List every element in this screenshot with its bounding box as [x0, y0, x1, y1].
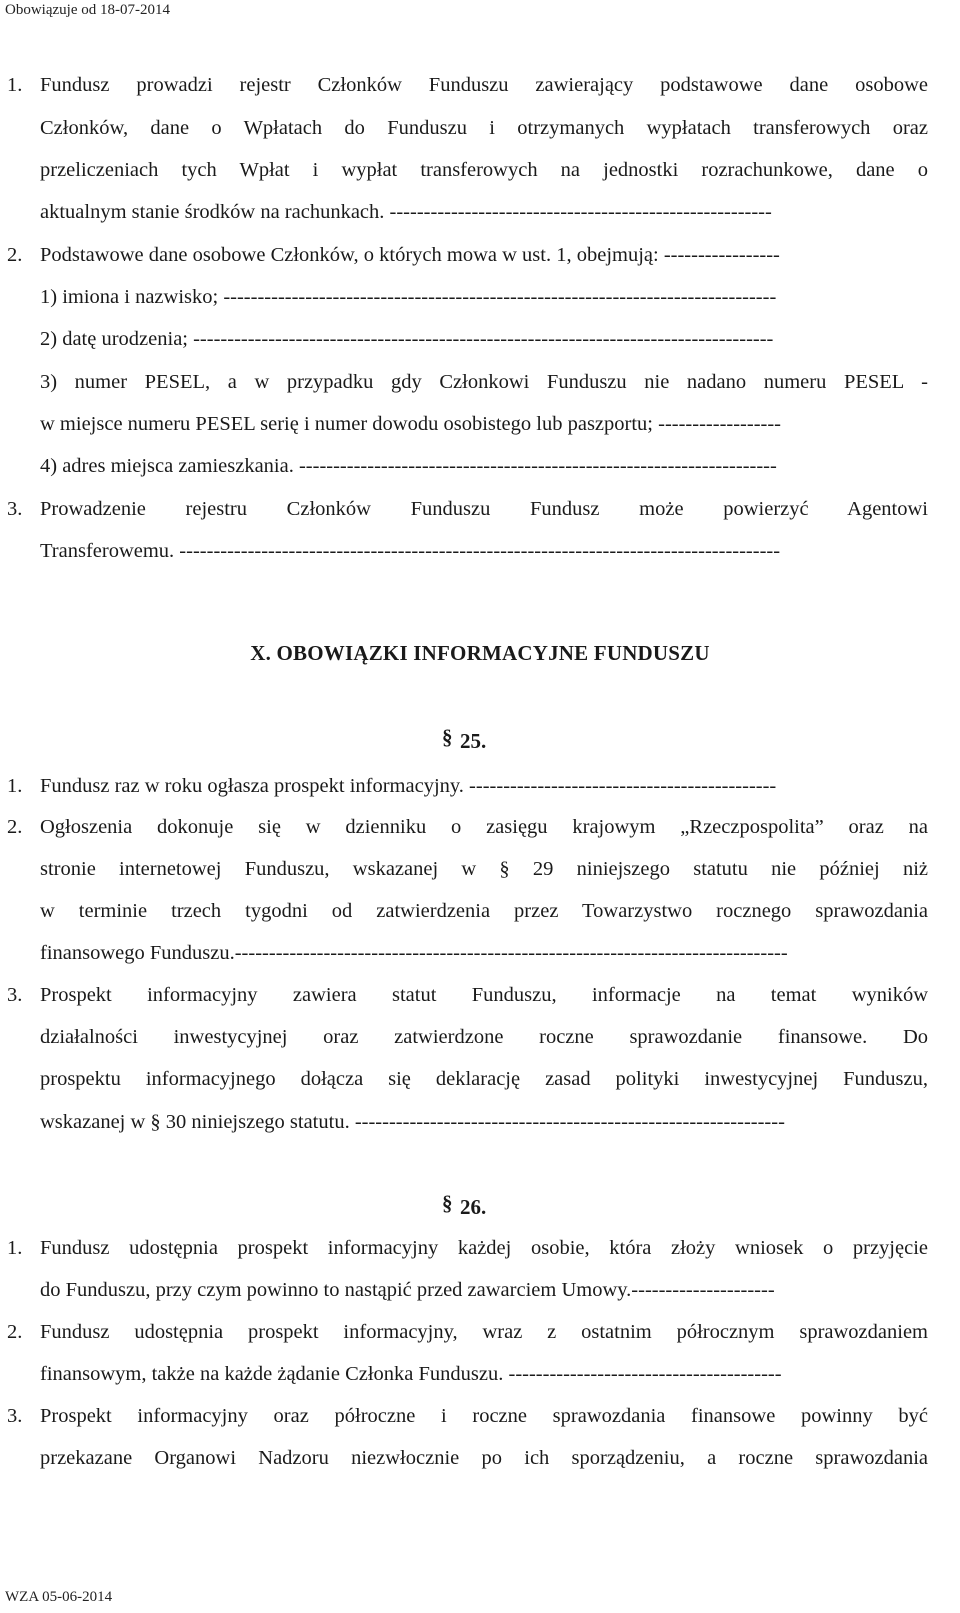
paragraph-1 [0, 1233, 960, 1263]
paragraph-text: przekazane Organowi Nadzoru niezwłocznie po ich sporządzeniu, a roczne sprawozdania [40, 1447, 928, 1469]
paragraph-text: Fundusz udostępnia prospekt informacyjny każdej osobie, która złoży wniosek o przyjęcie [40, 1237, 928, 1259]
paragraph-number: 1. [7, 1237, 23, 1259]
section-mark-icon: § [442, 725, 453, 749]
paragraph-text: aktualnym stanie środków na rachunkach. -------------------------------------------------------- [40, 201, 772, 223]
paragraph-3 [0, 1401, 960, 1431]
paragraph-number: 2. [7, 816, 23, 838]
paragraph-2 [0, 240, 960, 270]
paragraph-text: Fundusz prowadzi rejestr Członków Funduszu zawierający podstawowe dane osobowe [40, 74, 928, 96]
paragraph-3 [0, 494, 960, 524]
list-item [0, 367, 960, 397]
paragraph-number: 2. [7, 244, 23, 266]
paragraph-number: 3. [7, 498, 23, 520]
list-item-continuation [0, 409, 960, 439]
list-item-text: 4) adres miejsca zamieszkania. ---------------------------------------------------------------------- [40, 455, 777, 477]
list-item [0, 324, 960, 354]
paragraph-line [0, 113, 960, 143]
list-item-text: 1) imiona i nazwisko; --------------------------------------------------------------------------------- [40, 286, 777, 308]
section-number: 26. [460, 1195, 487, 1219]
paragraph-line [0, 1359, 960, 1389]
paragraph-number: 3. [7, 1405, 23, 1427]
paragraph-text: Prospekt informacyjny zawiera statut Funduszu, informacje na temat wyników [40, 984, 928, 1006]
paragraph-1 [0, 70, 960, 100]
paragraph-number: 2. [7, 1321, 23, 1343]
paragraph-line [0, 1443, 960, 1473]
paragraph-text: działalności inwestycyjnej oraz zatwierdzone roczne sprawozdanie finansowe. Do [40, 1026, 928, 1048]
paragraph-text: Członków, dane o Wpłatach do Funduszu i otrzymanych wypłatach transferowych oraz [40, 117, 928, 139]
paragraph-line [0, 536, 960, 566]
section-number: 25. [460, 729, 487, 753]
paragraph-text: wskazanej w § 30 niniejszego statutu. --------------------------------------------------------------- [40, 1111, 785, 1133]
paragraph-text: Prowadzenie rejestru Członków Funduszu Fundusz może powierzyć Agentowi [40, 498, 928, 520]
paragraph-text: stronie internetowej Funduszu, wskazanej w § 29 niniejszego statutu nie później niż [40, 858, 928, 880]
paragraph-text: w terminie trzech tygodni od zatwierdzenia przez Towarzystwo rocznego sprawozdania [40, 900, 928, 922]
paragraph-text: do Funduszu, przy czym powinno to nastąpić przed zawarciem Umowy.--------------------- [40, 1279, 775, 1301]
paragraph-line [0, 197, 960, 227]
paragraph-line [0, 1107, 960, 1137]
paragraph-number: 1. [7, 775, 23, 797]
chapter-title: X. OBOWIĄZKI INFORMACYJNE FUNDUSZU [250, 641, 710, 665]
paragraph-line [0, 896, 960, 926]
list-item-text: 3) numer PESEL, a w przypadku gdy Członkowi Funduszu nie nadano numeru PESEL - [40, 371, 928, 393]
paragraph-line [0, 1022, 960, 1052]
paragraph-2 [0, 812, 960, 842]
paragraph-line [0, 854, 960, 884]
list-item [0, 282, 960, 312]
list-item [0, 451, 960, 481]
paragraph-line [0, 1064, 960, 1094]
paragraph-line [0, 1275, 960, 1305]
paragraph-number: 1. [7, 74, 23, 96]
paragraph-text: Fundusz raz w roku ogłasza prospekt informacyjny. --------------------------------------------- [40, 775, 777, 797]
paragraph-text: Prospekt informacyjny oraz półroczne i roczne sprawozdania finansowe powinny być [40, 1405, 928, 1427]
paragraph-text: finansowym, także na każde żądanie Członka Funduszu. ---------------------------------------- [40, 1363, 782, 1385]
paragraph-1 [0, 771, 960, 801]
paragraph-text: prospektu informacyjnego dołącza się deklarację zasad polityki inwestycyjnej Funduszu, [40, 1068, 928, 1090]
paragraph-text: Ogłoszenia dokonuje się w dzienniku o zasięgu krajowym „Rzeczpospolita” oraz na [40, 816, 928, 838]
paragraph-number: 3. [7, 984, 23, 1006]
paragraph-line [0, 155, 960, 185]
list-item-text: 2) datę urodzenia; ------------------------------------------------------------------------------------- [40, 328, 774, 350]
paragraph-text: Podstawowe dane osobowe Członków, o których mowa w ust. 1, obejmują: ----------------- [40, 244, 780, 266]
paragraph-text: przeliczeniach tych Wpłat i wypłat transferowych na jednostki rozrachunkowe, dane o [40, 159, 928, 181]
paragraph-text: Fundusz udostępnia prospekt informacyjny, wraz z ostatnim półrocznym sprawozdaniem [40, 1321, 928, 1343]
section-mark-icon: § [442, 1191, 453, 1215]
page-header-date: Obowiązuje od 18-07-2014 [5, 2, 170, 18]
page-footer-date: WZA 05-06-2014 [5, 1589, 113, 1605]
paragraph-2 [0, 1317, 960, 1347]
paragraph-text: Transferowemu. ---------------------------------------------------------------------------------------- [40, 540, 781, 562]
paragraph-line [0, 938, 960, 968]
paragraph-3 [0, 980, 960, 1010]
paragraph-text: finansowego Funduszu.--------------------------------------------------------------------------------- [40, 942, 788, 964]
list-item-text: w miejsce numeru PESEL serię i numer dowodu osobistego lub paszportu; ------------------ [40, 413, 782, 435]
